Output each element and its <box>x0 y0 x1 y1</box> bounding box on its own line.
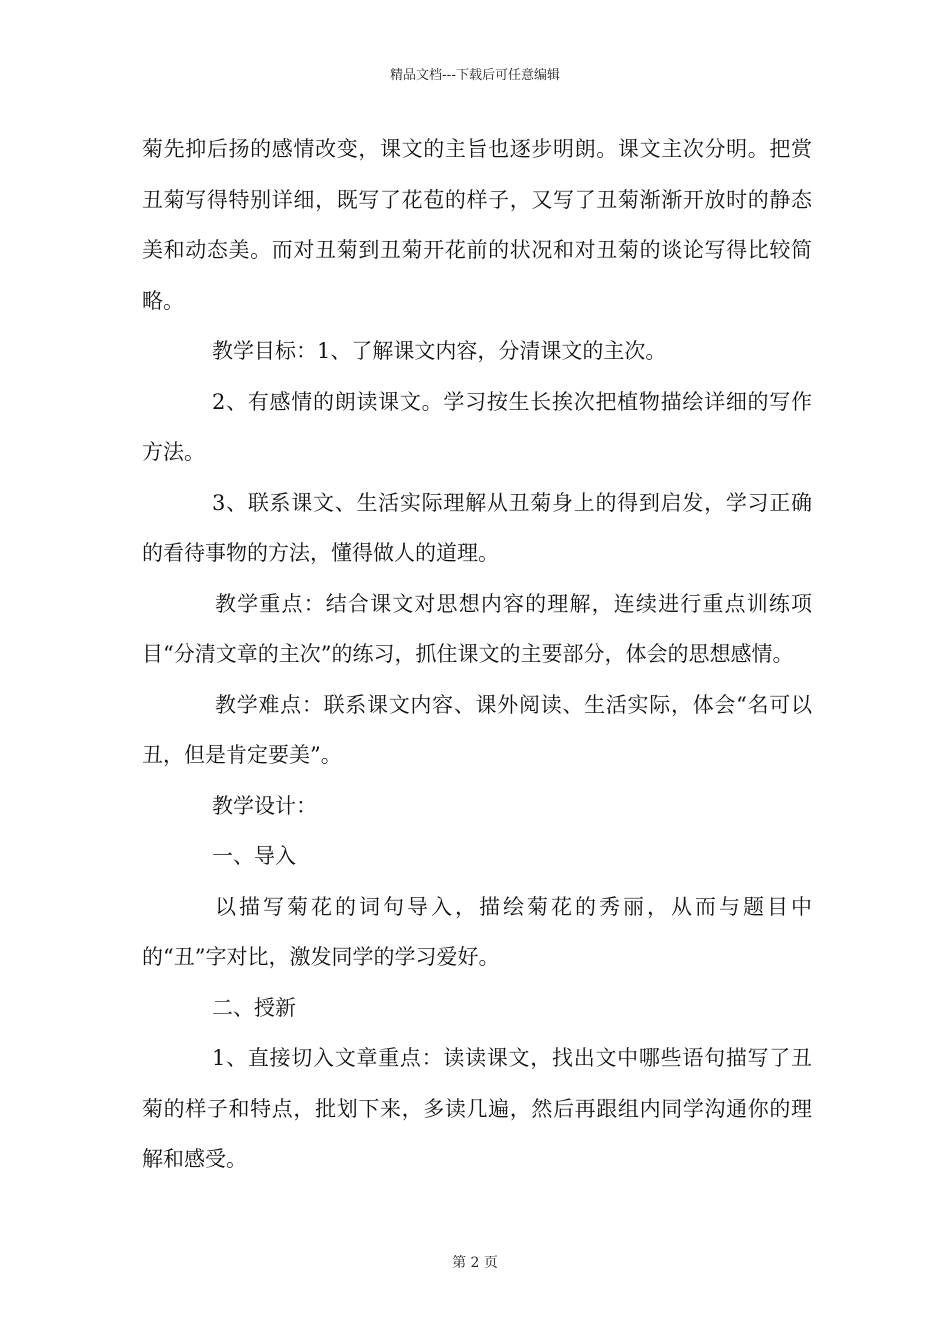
page-number: 第 2 页 <box>452 1255 498 1271</box>
page-header: 精品文档---下载后可任意编辑 <box>389 68 561 83</box>
paragraph-new-lesson-step-1: 1、直接切入文章重点：读读课文，找出文中哪些语句描写了丑菊的样子和特点，批划下来，多读几遍，然后再跟组内同学沟通你的理解和感受。 <box>142 1046 812 1171</box>
document-body <box>142 124 812 1185</box>
paragraph-section-new-lesson-heading: 二、授新 <box>212 995 296 1020</box>
paragraph-teaching-goal-3: 3、联系课文、生活实际理解从丑菊身上的得到启发，学习正确的看待事物的方法，懂得做人的道理。 <box>142 490 812 565</box>
paragraph-teaching-focus: 教学重点：结合课文对思想内容的理解，连续进行重点训练项目“分清文章的主次”的练习，抓住课文的主要部分，体会的思想感情。 <box>142 591 812 666</box>
paragraph-teaching-goal-2: 2、有感情的朗读课文。学习按生长挨次把植物描绘详细的写作方法。 <box>142 389 812 464</box>
paragraph-teaching-design-heading: 教学设计： <box>212 793 317 818</box>
paragraph-intro-content: 以描写菊花的词句导入，描绘菊花的秀丽，从而与题目中的“丑”字对比，激发同学的学习爱好。 <box>142 894 812 969</box>
paragraph-teaching-difficulty: 教学难点：联系课文内容、课外阅读、生活实际，体会“名可以丑，但是肯定要美”。 <box>142 692 812 767</box>
paragraph-section-intro-heading: 一、导入 <box>212 844 296 868</box>
paragraph-teaching-goal-1: 教学目标：1、了解课文内容，分清课文的主次。 <box>212 339 667 363</box>
paragraph-intro-continuation: 菊先抑后扬的感情改变，课文的主旨也逐步明朗。课文主次分明。把赏丑菊写得特别详细，既写了花苞的样子，又写了丑菊渐渐开放时的静态美和动态美。而对丑菊到丑菊开花前的状况和对丑菊的谈论写得比较简略。 <box>142 137 812 313</box>
